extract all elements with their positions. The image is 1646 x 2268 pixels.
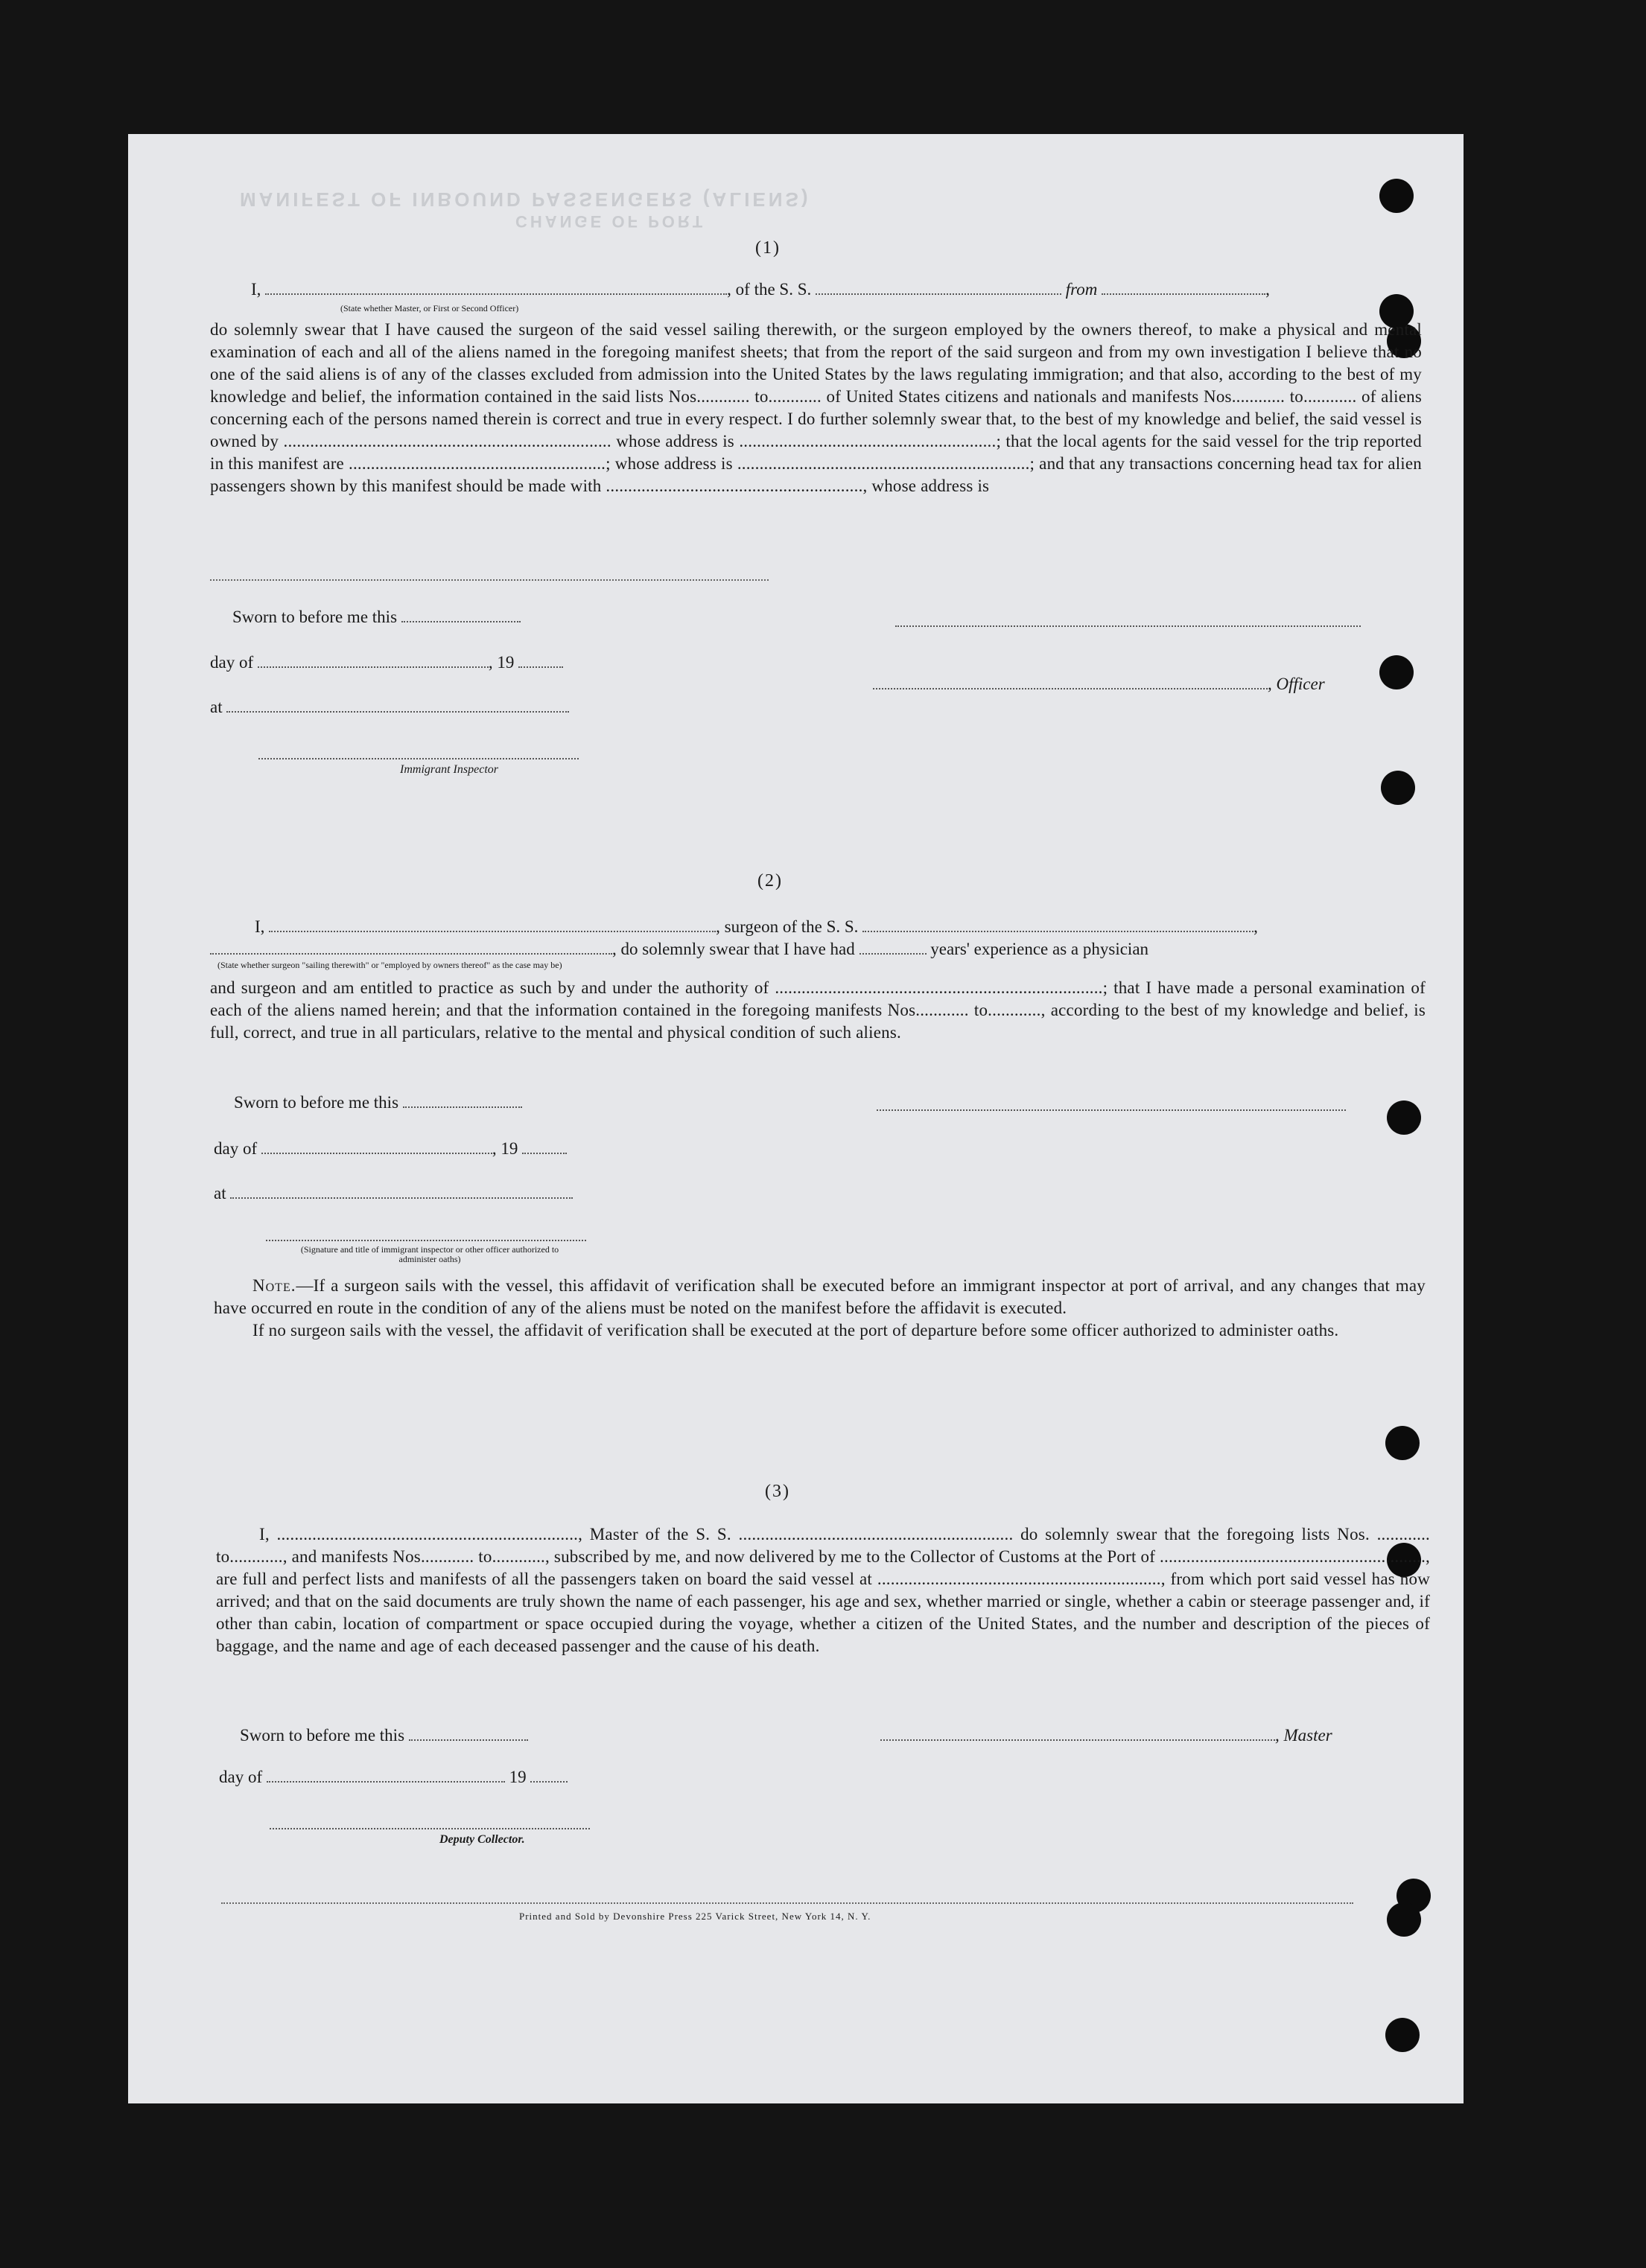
officer-name-blank[interactable] [265,281,727,295]
year-blank[interactable] [522,1141,567,1154]
section-1-end-rule [210,579,769,581]
section-2-line1: I, , surgeon of the S. S. , [255,917,1258,936]
officer-rank-note: (State whether Master, or First or Second Officer) [340,303,519,313]
label-surgeon-of-ss: , surgeon of the S. S. [716,917,859,936]
surgeon-vessel-blank[interactable] [862,919,1253,932]
sworn-date-blank[interactable] [409,1727,528,1741]
officer-signature-blank[interactable] [873,676,1268,689]
section-3-day [219,1768,568,1787]
note-text-2: If no surgeon sails with the vessel, the affidavit of verification shall be executed at the port of departure before some officer authorized to administer oaths. [252,1321,1339,1340]
sworn-date-blank[interactable] [403,1095,522,1108]
section-1-number: (1) [755,238,781,258]
immigrant-inspector-label: Immigrant Inspector [400,763,498,776]
from-port-blank[interactable] [1102,281,1265,295]
section-2-number: (2) [757,871,783,891]
label-do-solemnly: , do solemnly swear that I have had [612,940,855,958]
years-blank[interactable] [859,941,927,955]
day-of-label: day of [210,653,254,672]
surgeon-type-blank[interactable] [210,941,612,955]
label-of-ss: , of the S. S. [727,280,812,299]
inspector-signature-line[interactable] [258,758,579,759]
section-1-line1: I, , of the S. S. from , [251,280,1270,299]
section-2-day [214,1139,567,1159]
collector-signature-line[interactable] [270,1828,590,1829]
section-2-body: and surgeon and am entitled to practice as such by and under the authority of ..........................................................................; that I have made a personal examination of each of the aliens named herein; and that the information contained in the foregoing manifests Nos............ to............, according to the best of my knowledge and belief, is full, correct, and true in all particulars, relative to the mental and physical condition of such aliens. [210,978,1426,1042]
section-3-master [880,1726,1332,1745]
section-2-at [214,1184,573,1203]
punch-hole [1379,655,1414,689]
day-blank[interactable] [261,1141,492,1154]
label-from: from [1065,280,1098,299]
punch-hole [1387,1100,1421,1135]
section-3-paragraph: I, ...................................................................., Master of the S. S. .............................................................. do solemnly swear that the foregoing lists Nos. ............ to............, and manifests Nos............ to............, subscribed by me, and now delivered by me to the Collector of Customs at the Port of ............................................................, are full and perfect lists and manifests of all the passengers taken on board the said vessel at ................................................................, from which port said vessel has now arrived; and that on the said documents are truly shown the name of each passenger, his age and sex, whether married or single, whether a cabin or steerage passenger and, if other than cabin, location of compartment or space occupied during the voyage, whether a citizen of the United States, and the number and description of the pieces of baggage, and the name and age of each deceased passenger and the cause of his death. [216,1525,1430,1655]
surgeon-name-blank[interactable] [269,919,716,932]
officer-signature-line[interactable] [266,1240,586,1241]
year-label: , 19 [492,1139,518,1158]
section-2-sworn [234,1093,522,1112]
section-1-day [210,653,563,672]
at-label: at [214,1184,226,1203]
section-1-officer [873,675,1325,694]
section-1-at [210,698,569,717]
section-3-sworn [240,1726,528,1745]
label-years-experience: years' experience as a physician [930,940,1149,958]
signature-title-note: (Signature and title of immigrant inspector or other officer authorized to administer oaths) [300,1244,559,1264]
officer-label: , Officer [1268,675,1325,693]
section-1-signature-line[interactable] [895,625,1361,627]
sworn-label: Sworn to before me this [232,608,398,626]
label-i: I, [251,280,261,299]
section-2-note [214,1275,1426,1342]
at-label: at [210,698,223,716]
note-label: Note. [252,1276,296,1295]
sworn-label: Sworn to before me this [234,1093,399,1112]
punch-hole [1387,1902,1421,1937]
punch-hole [1385,2018,1420,2052]
day-of-label: day of [219,1768,263,1786]
day-of-label: day of [214,1139,258,1158]
section-1-sworn [232,608,521,627]
year-label: , 19 [488,653,515,672]
section-2-signature-line[interactable] [877,1109,1346,1111]
section-3-number: (3) [765,1482,790,1501]
punch-hole [1381,771,1415,805]
master-signature-blank[interactable] [880,1727,1275,1741]
section-1-body [210,319,1422,497]
label-i: I, [255,917,265,936]
printer-imprint: Printed and Sold by Devonshire Press 225 Varick Street, New York 14, N. Y. [519,1911,871,1922]
document-sheet [128,134,1464,2103]
day-blank[interactable] [267,1769,505,1783]
show-through-subheader: CHANGE OF PORT [515,212,706,231]
footer-rule [221,1902,1353,1904]
section-3-body [216,1523,1430,1657]
section-2-line2 [210,940,1148,959]
vessel-name-blank[interactable] [816,281,1061,295]
note-text: —If a surgeon sails with the vessel, this affidavit of verification shall be executed before an immigrant inspector at port of arrival, and any changes that may have occurred en route in the condition of any of the aliens must be noted on the manifest before the affidavit is executed. [214,1276,1426,1317]
show-through-header: MANIFEST OF INBOUND PASSENGERS (ALIENS) [240,188,811,211]
at-blank[interactable] [230,1185,573,1199]
sworn-date-blank[interactable] [401,609,521,622]
surgeon-type-note: (State whether surgeon "sailing therewith" or "employed by owners thereof" as the case may be) [217,960,562,970]
sworn-label: Sworn to before me this [240,1726,405,1745]
year-label: 19 [509,1768,527,1786]
punch-hole [1379,179,1414,213]
year-blank[interactable] [518,654,563,668]
master-label: , Master [1275,1726,1332,1745]
year-blank[interactable] [530,1769,568,1783]
section-1-paragraph: do solemnly swear that I have caused the surgeon of the said vessel sailing therewith, or the surgeon employed by the owners thereof, to make a physical and mental examination of each and all of the aliens named in the foregoing manifest sheets; that from the report of the said surgeon and from my own investigation I believe that no one of the said aliens is of any of the classes excluded from admission into the United States by the laws regulating immigration; and that also, according to the best of my knowledge and belief, the information contained in the said lists Nos............ to............ of United States citizens and nationals and manifests Nos............ to............ of aliens concerning each of the persons named therein is correct and true in every respect. I do further solemnly swear that, to the best of my knowledge and belief, the said vessel is owned by .......................................................................... whose address is ..........................................................; that the local agents for the said vessel for the trip reported in this manifest are ..........................................................; whose address is ..................................................................; and that any transactions concerning head tax for alien passengers shown by this manifest should be made with .........................................................., whose address is [210,320,1422,495]
day-blank[interactable] [258,654,489,668]
punch-hole [1385,1426,1420,1460]
deputy-collector-label: Deputy Collector. [439,1833,525,1846]
at-blank[interactable] [226,699,569,713]
